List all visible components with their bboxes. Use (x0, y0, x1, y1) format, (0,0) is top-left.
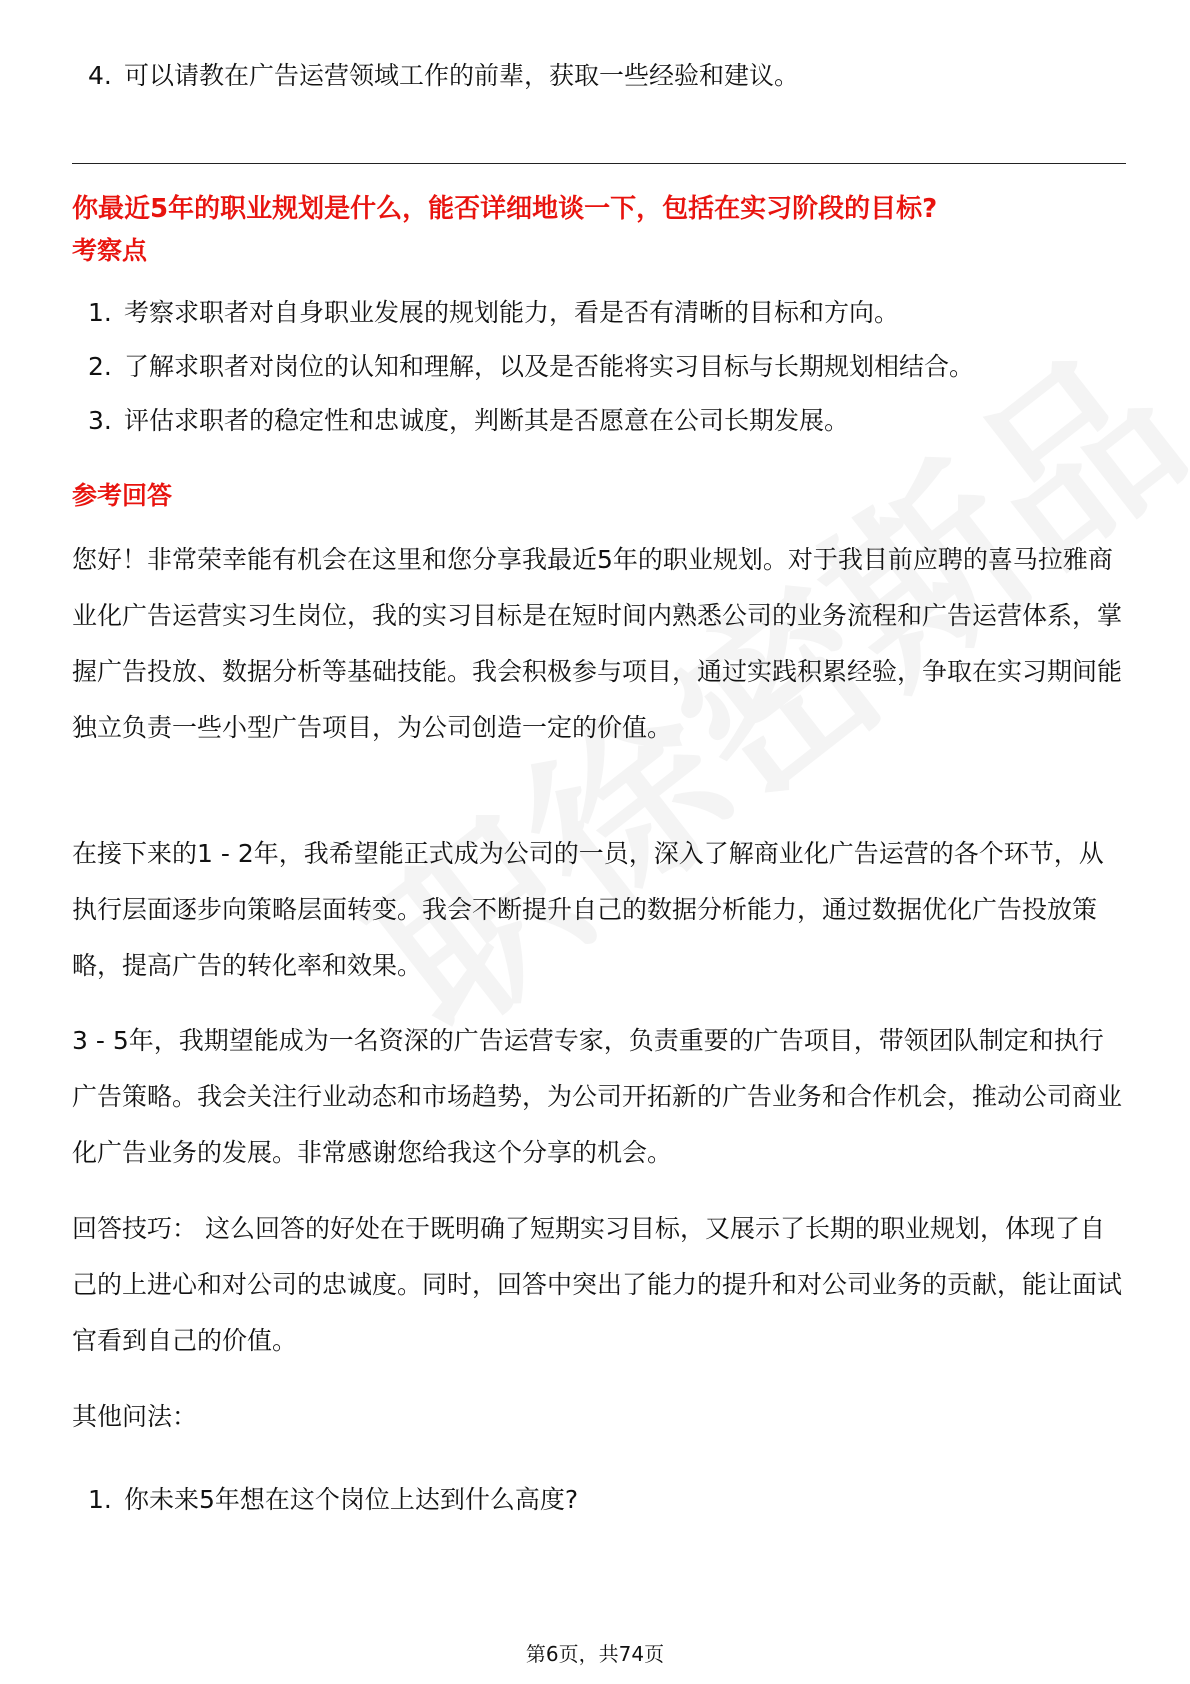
tips-paragraph: 回答技巧： 这么回答的好处在于既明确了短期实习目标，又展示了长期的职业规划，体现了自己的上进心和对公司的忠诚度。同时，回答中突出了能力的提升和对公司业务的贡献，能让面试官看到自己的价值。 (72, 1214, 1123, 1355)
other-heading: 其他问法： (72, 1402, 198, 1431)
answer-paragraph: 在接下来的1 - 2年，我希望能正式成为公司的一员，深入了解商业化广告运营的各个环节，从执行层面逐步向策略层面转变。我会不断提升自己的数据分析能力，通过数据优化广告投放策略，提高广告的转化率和效果。 (72, 839, 1104, 980)
list-text: 了解求职者对岗位的认知和理解，以及是否能将实习目标与长期规划相结合。 (124, 352, 975, 381)
kaocha-heading: 考察点 (72, 236, 148, 265)
answer-paragraph: 您好！非常荣幸能有机会在这里和您分享我最近5年的职业规划。对于我目前应聘的喜马拉雅商业化广告运营实习生岗位，我的实习目标是在短时间内熟悉公司的业务流程和广告运营体系，掌握广告投放、数据分析等基础技能。我会积极参与项目，通过实践积累经验，争取在实习期间能独立负责一些小型广告项目，为公司创造一定的价值。 (72, 545, 1123, 742)
list-item (88, 300, 1130, 325)
list-text: 可以请教在广告运营领域工作的前辈，获取一些经验和建议。 (124, 61, 800, 90)
list-text: 考察求职者对自身职业发展的规划能力，看是否有清晰的目标和方向。 (124, 298, 900, 327)
list-number: 2. (88, 352, 112, 381)
list-item (88, 1487, 1130, 1512)
list-number: 4. (88, 61, 112, 90)
list-number: 1. (88, 1485, 112, 1514)
question-title: 你最近5年的职业规划是什么，能否详细地谈一下，包括在实习阶段的目标? (72, 194, 938, 224)
list-text: 评估求职者的稳定性和忠诚度，判断其是否愿意在公司长期发展。 (124, 406, 850, 435)
page-footer: 第6页，共74页 (525, 1642, 665, 1666)
answer-paragraph: 3 - 5年，我期望能成为一名资深的广告运营专家，负责重要的广告项目，带领团队制定和执行广告策略。我会关注行业动态和市场趋势，为公司开拓新的广告业务和合作机会，推动公司商业化广告业务的发展。非常感谢您给我这个分享的机会。 (72, 1026, 1123, 1167)
list-number: 1. (88, 298, 112, 327)
list-text: 你未来5年想在这个岗位上达到什么高度? (124, 1485, 579, 1514)
list-item (88, 354, 1130, 379)
list-item (88, 63, 1130, 88)
divider (72, 163, 1126, 164)
answer-heading: 参考回答 (72, 481, 173, 510)
list-item (88, 408, 1130, 433)
list-number: 3. (88, 406, 112, 435)
